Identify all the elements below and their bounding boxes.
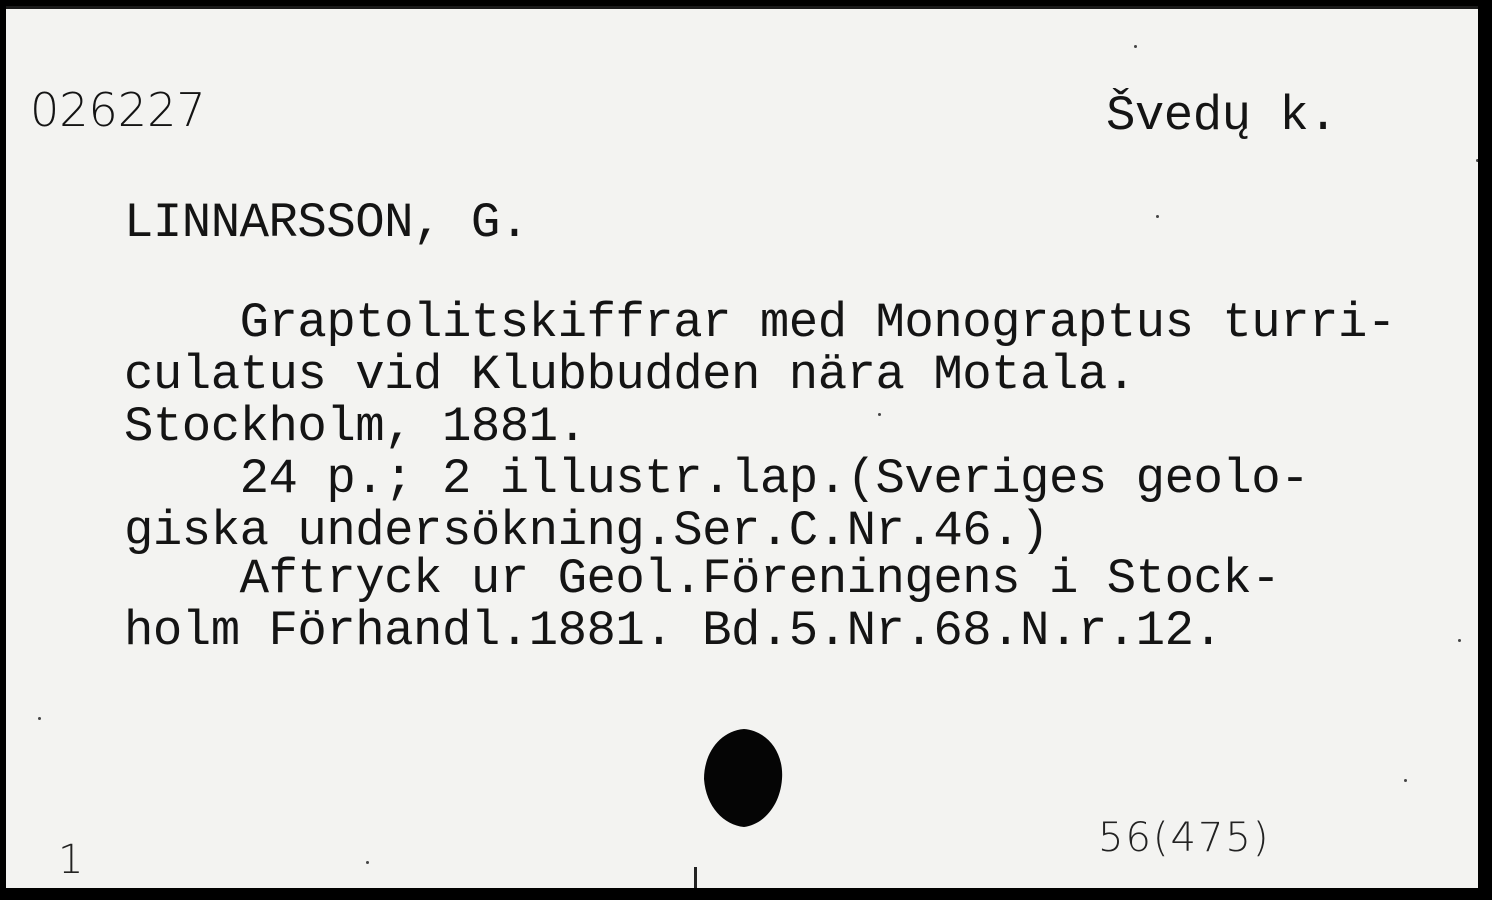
speck (1134, 45, 1137, 48)
speck (38, 717, 41, 720)
corner-mark: 1 (58, 837, 84, 883)
speck (366, 861, 369, 864)
speck (1156, 215, 1159, 218)
punch-hole (702, 727, 786, 829)
shelf-mark: 56(475) (1098, 815, 1271, 861)
speck (1476, 159, 1478, 162)
body-line-5: giska undersökning.Ser.C.Nr.46.) (124, 503, 1049, 559)
mark-tick (694, 867, 697, 888)
body-line-6: Aftryck ur Geol.Föreningens i Stock- (124, 551, 1281, 607)
speck (1458, 639, 1461, 642)
speck (1404, 779, 1407, 782)
body-line-4: 24 p.; 2 illustr.lap.(Sveriges geolo- (124, 451, 1310, 507)
speck (878, 413, 881, 416)
card-number: 026227 (30, 83, 206, 137)
body-line-3: Stockholm, 1881. (124, 399, 587, 455)
body-line-2: culatus vid Klubbudden nära Motala. (124, 347, 1136, 403)
body-line-1: Graptolitskiffrar med Monograptus turri- (124, 295, 1396, 351)
location-label: Švedų k. (1106, 88, 1338, 144)
body-line-7: holm Förhandl.1881. Bd.5.Nr.68.N.r.12. (124, 603, 1223, 659)
catalog-card (6, 6, 1478, 888)
author-heading: LINNARSSON, G. (124, 195, 529, 251)
